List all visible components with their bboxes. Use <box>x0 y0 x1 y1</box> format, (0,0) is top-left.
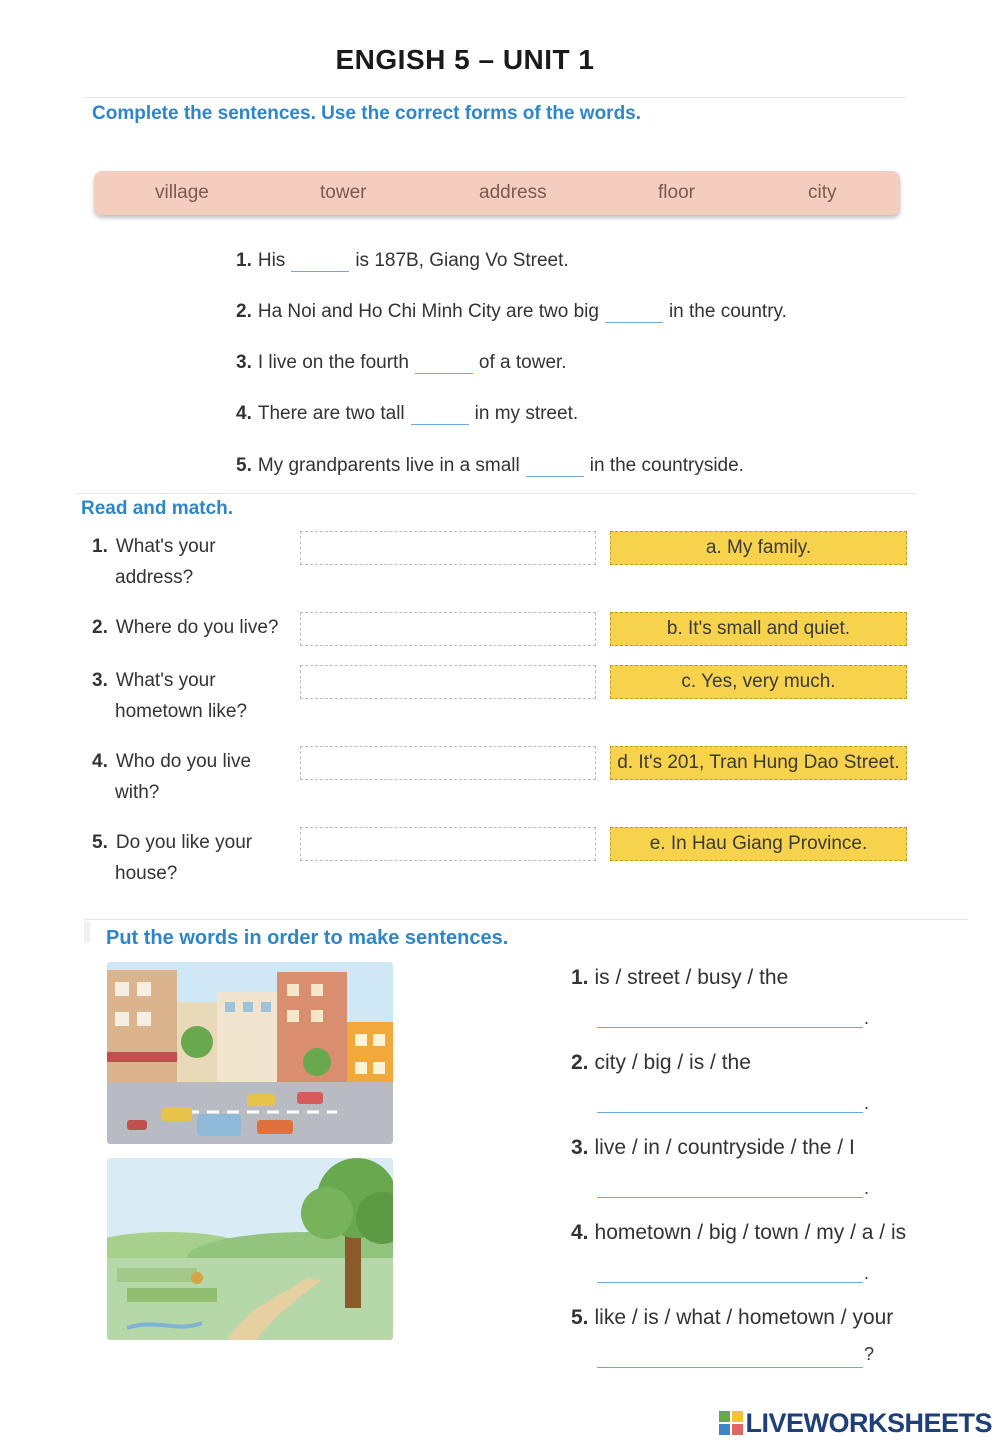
prompt-number: 5. <box>571 1306 589 1329</box>
end-punctuation: . <box>864 1093 870 1113</box>
question-number: 2. <box>92 617 108 638</box>
sentence-text: Ha Noi and Ho Chi Minh City are two big <box>257 301 599 322</box>
sentence-text: in my street. <box>474 403 579 424</box>
sentence-number: 2. <box>236 301 252 322</box>
match-question-4 <box>92 746 251 808</box>
sentence-4 <box>236 403 578 425</box>
match-option-e[interactable]: e. In Hau Giang Province. <box>610 827 907 861</box>
order-prompt-3 <box>571 1136 855 1160</box>
prompt-number: 4. <box>571 1221 589 1244</box>
answer-line-4[interactable] <box>597 1282 863 1283</box>
sentence-2 <box>236 301 787 323</box>
match-question-2 <box>92 612 279 643</box>
sentence-text: There are two tall <box>257 403 405 424</box>
blank-input[interactable] <box>605 306 663 323</box>
match-question-5 <box>92 827 252 889</box>
question-number: 4. <box>92 751 108 772</box>
order-prompt-2 <box>571 1051 751 1075</box>
question-text: with? <box>115 782 160 803</box>
section-marker <box>84 921 90 943</box>
prompt-text: like / is / what / hometown / your <box>594 1306 894 1329</box>
match-drop-box-2[interactable] <box>300 612 596 646</box>
prompt-text: is / street / busy / the <box>594 966 789 989</box>
match-question-1 <box>92 531 216 593</box>
question-text: What's your <box>115 536 216 557</box>
question-text: Do you like your <box>115 832 253 853</box>
word-bank-item: address <box>479 182 547 203</box>
question-text: Who do you live <box>115 751 252 772</box>
sentence-text: in the country. <box>668 301 787 322</box>
countryside-image <box>107 1158 393 1340</box>
order-prompt-1 <box>571 966 788 990</box>
sentence-1 <box>236 250 569 272</box>
sentence-5 <box>236 455 744 477</box>
end-punctuation: ? <box>864 1344 875 1364</box>
prompt-text: hometown / big / town / my / a / is <box>594 1221 907 1244</box>
question-text: house? <box>115 863 178 884</box>
page-title: ENGISH 5 – UNIT 1 <box>335 44 595 75</box>
end-punctuation: . <box>864 1178 870 1198</box>
question-number: 3. <box>92 670 108 691</box>
prompt-text: city / big / is / the <box>594 1051 751 1074</box>
word-bank-item: village <box>155 182 209 203</box>
question-text: address? <box>115 567 194 588</box>
sentence-3 <box>236 352 567 374</box>
sentence-text: in the countryside. <box>589 455 744 476</box>
logo-icon <box>719 1411 743 1435</box>
match-drop-box-3[interactable] <box>300 665 596 699</box>
match-drop-box-5[interactable] <box>300 827 596 861</box>
divider <box>76 493 916 494</box>
section1-heading: Complete the sentences. Use the correct forms of the words. <box>92 103 642 124</box>
answer-line-3[interactable] <box>597 1197 863 1198</box>
question-text: Where do you live? <box>115 617 279 638</box>
blank-input[interactable] <box>415 357 473 374</box>
divider <box>84 97 906 98</box>
word-bank-item: tower <box>320 182 367 203</box>
question-text: hometown like? <box>115 701 248 722</box>
question-text: What's your <box>115 670 216 691</box>
logo-text: LIVEWORKSHEETS <box>745 1408 992 1438</box>
word-bank-item: city <box>808 182 837 203</box>
question-number: 5. <box>92 832 108 853</box>
end-punctuation: . <box>864 1008 870 1028</box>
sentence-text: His <box>257 250 286 271</box>
liveworksheets-logo <box>719 1408 992 1439</box>
answer-line-1[interactable] <box>597 1027 863 1028</box>
sentence-number: 5. <box>236 455 252 476</box>
order-prompt-5 <box>571 1306 893 1330</box>
section3-heading: Put the words in order to make sentences. <box>106 927 509 949</box>
match-question-3 <box>92 665 247 727</box>
blank-input[interactable] <box>411 408 469 425</box>
sentence-number: 3. <box>236 352 252 373</box>
answer-line-2[interactable] <box>597 1112 863 1113</box>
sentence-number: 1. <box>236 250 252 271</box>
prompt-text: live / in / countryside / the / I <box>594 1136 855 1159</box>
answer-line-5[interactable] <box>597 1367 863 1368</box>
sentence-number: 4. <box>236 403 252 424</box>
sentence-text: I live on the fourth <box>257 352 409 373</box>
sentence-text: My grandparents live in a small <box>257 455 520 476</box>
match-option-a[interactable]: a. My family. <box>610 531 907 565</box>
order-prompt-4 <box>571 1221 906 1245</box>
sentence-text: is 187B, Giang Vo Street. <box>355 250 569 271</box>
city-street-image <box>107 962 393 1144</box>
prompt-number: 3. <box>571 1136 589 1159</box>
sentence-text: of a tower. <box>478 352 567 373</box>
match-option-b[interactable]: b. It's small and quiet. <box>610 612 907 646</box>
word-bank-item: floor <box>658 182 695 203</box>
prompt-number: 1. <box>571 966 589 989</box>
match-option-d[interactable]: d. It's 201, Tran Hung Dao Street. <box>610 746 907 780</box>
question-number: 1. <box>92 536 108 557</box>
match-drop-box-1[interactable] <box>300 531 596 565</box>
blank-input[interactable] <box>291 255 349 272</box>
match-drop-box-4[interactable] <box>300 746 596 780</box>
prompt-number: 2. <box>571 1051 589 1074</box>
section2-heading: Read and match. <box>81 498 234 519</box>
divider <box>84 919 968 920</box>
match-option-c[interactable]: c. Yes, very much. <box>610 665 907 699</box>
blank-input[interactable] <box>526 460 584 477</box>
end-punctuation: . <box>864 1263 870 1283</box>
